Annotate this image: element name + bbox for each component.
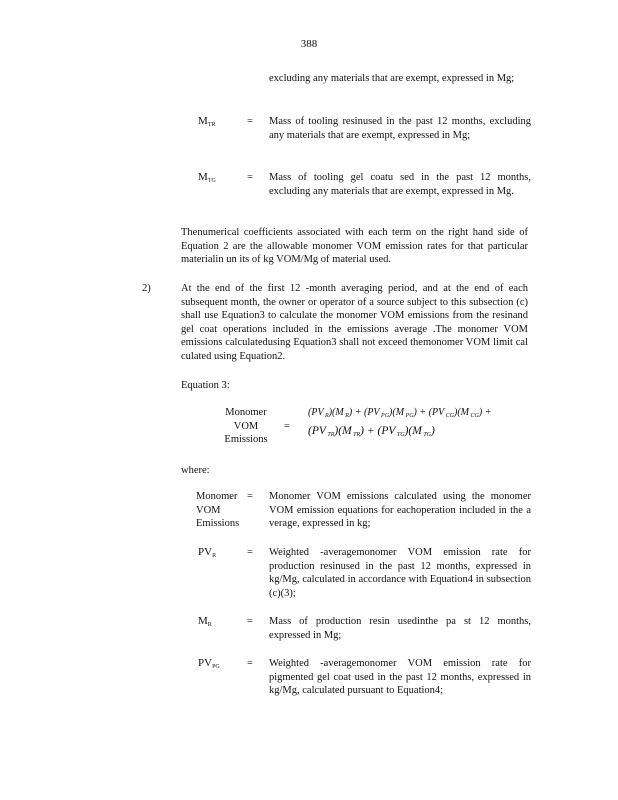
equals-sign: =	[247, 172, 253, 183]
symbol-pv-pg: $PV_{PG}$	[198, 657, 220, 670]
equals-sign: =	[247, 116, 253, 127]
list-item-paragraph: At the end of the first 12 -month averaging period, and at the end of each subsequent month, the owner or operator of a source subject to this subsection (c) shall use Equation3 to calculate the monomer VOM emissions from the resinand gel coat operations included in the emissions average .The monomer VOM emissions calculatedusing Equation3 shall not exceed themonomer VOM limit cal culated using Equation2.	[181, 283, 528, 362]
definition-pv-r: Weighted -averagemonomer VOM emission rate for production resinused in the past 12 months, expressed in kg/Mg, calculated in accordance with Equation4 in subsection (c)(3);	[269, 547, 531, 599]
equation-label: Equation 3:	[181, 380, 230, 391]
equals-sign: =	[247, 491, 253, 502]
page-number: 388	[300, 38, 318, 50]
equals-sign: =	[247, 658, 253, 669]
equals-sign: =	[247, 547, 253, 558]
coefficients-paragraph: Thenumerical coefficients associated with each term on the right hand side of Equation 2 are the allowable monomer VOM emission rates for that particular materialin un its of kg VOM/Mg of material used.	[181, 227, 528, 266]
definition-monomer-vom-emissions: Monomer VOM emissions calculated using the monomer VOM emission equations for eachoperation included in the a verage, expressed in kg;	[269, 491, 531, 530]
symbol-m-tr: $M_{TR}$	[198, 115, 216, 128]
definition-m-r: Mass of production resin usedinthe pa st 12 months, expressed in Mg;	[269, 616, 531, 641]
symbol-m-r: $M_R$	[198, 615, 212, 628]
equation-line-2: (PV $_{TR}$)(M $_{TR}$) + (PV $_{TG}$)(M $_{TG}$)	[308, 425, 435, 438]
definition-pv-pg: Weighted -averagemonomer VOM emission rate for pigmented gel coat used in the past 12 months, expressed in kg/Mg, calculated pursuant to Equation4;	[269, 658, 531, 697]
symbol-pv-r: $PV_R$	[198, 546, 217, 559]
equals-sign: =	[284, 421, 290, 432]
definition-continuation: excluding any materials that are exempt, expressed in Mg;	[269, 73, 515, 84]
equation-lhs: Monomer VOM Emissions	[224, 407, 268, 446]
equals-sign: =	[247, 616, 253, 627]
where-label: where:	[181, 465, 210, 476]
equation-line-1: (PV $_R$)(M $_R$) + (PV $_{PG}$)(M $_{PG}$) + (PV $_{CG}$)(M $_{CG}$) +	[308, 407, 492, 419]
symbol-monomer-vom-emissions: Monomer VOM Emissions	[196, 491, 240, 530]
definition-m-tr: Mass of tooling resinused in the past 12 months, excluding any materials that are exempt, expressed in Mg;	[269, 116, 531, 141]
list-item-number: 2)	[142, 283, 151, 294]
definition-m-tg: Mass of tooling gel coatu sed in the past 12 months, excluding any materials that are exempt, expressed in Mg.	[269, 172, 531, 197]
symbol-m-tg: $M_{TG}$	[198, 171, 216, 184]
